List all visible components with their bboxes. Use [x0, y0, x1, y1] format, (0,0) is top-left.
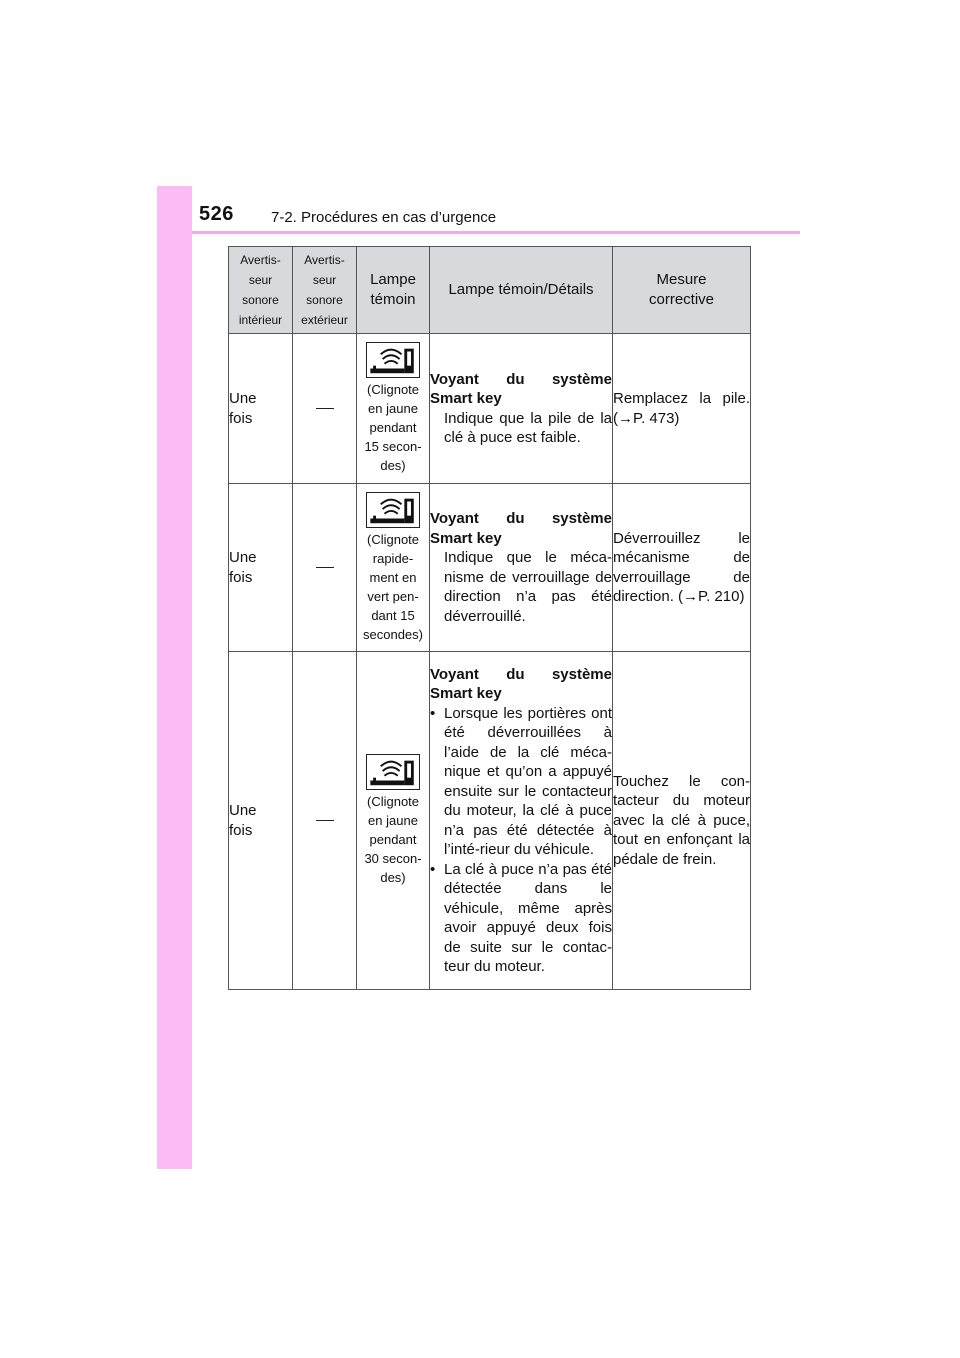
lamp-cell: [357, 652, 430, 990]
bullet-icon: •: [430, 704, 436, 722]
details-text: Indique que le méca-nisme de verrouillage de direction n’a pas été déverrouillé.: [444, 549, 612, 625]
interior-value-line2: fois: [229, 821, 253, 839]
exterior-buzzer-cell: [293, 652, 357, 990]
smart-key-warning-icon: [366, 754, 420, 790]
lamp-note-line: (Clignote: [366, 531, 420, 547]
lamp-note: [357, 380, 429, 475]
header-lamp-line2: témoin: [370, 291, 416, 308]
bullet-icon: •: [430, 860, 436, 878]
dash-icon: [316, 567, 334, 568]
header-exterior-line4: extérieur: [301, 313, 348, 327]
header-interior-buzzer: [229, 247, 293, 334]
lamp-note-line: dant 15: [371, 607, 415, 623]
action-cell: Touchez le con-tacteur du moteur avec la clé à puce, tout en enfonçant la pédale de frein.: [613, 652, 751, 990]
interior-value-line1: Une: [229, 549, 257, 566]
interior-value-line2: fois: [229, 568, 253, 586]
interior-buzzer-cell: [229, 334, 293, 484]
header-exterior-line3: sonore: [306, 293, 343, 307]
lamp-note-line: en jaune: [368, 813, 418, 828]
list-item: [430, 860, 612, 977]
lamp-note: [357, 792, 429, 887]
header-exterior-line1: Avertis-: [304, 253, 345, 267]
interior-buzzer-cell: [229, 484, 293, 652]
lamp-note-line: des): [380, 870, 406, 885]
dash-icon: [316, 408, 334, 409]
header-lamp-line1: Lampe: [370, 271, 416, 288]
table-row: [229, 652, 751, 990]
lamp-note-line: 15 secon-: [364, 439, 422, 454]
lamp-note-line: rapide-: [372, 550, 414, 566]
details-title-line2: Smart key: [430, 685, 502, 702]
list-item: [430, 704, 612, 860]
lamp-note: [357, 530, 429, 644]
lamp-note-line: (Clignote: [366, 794, 420, 809]
details-cell: [430, 484, 613, 652]
interior-value-line1: Une: [229, 390, 257, 407]
header-interior-line1: Avertis-: [240, 253, 281, 267]
lamp-cell: [357, 484, 430, 652]
details-title: Voyant du système: [430, 510, 612, 527]
exterior-buzzer-cell: [293, 334, 357, 484]
action-cell: Déverrouillez le mécanisme de verrouillage de direction. (→P. 210): [613, 484, 751, 652]
page-number: 526: [199, 203, 234, 225]
exterior-buzzer-cell: [293, 484, 357, 652]
chapter-side-band: [157, 186, 192, 1169]
smart-key-warning-icon: [366, 342, 420, 378]
dash-icon: [316, 820, 334, 821]
header-details: Lampe témoin/Détails: [430, 247, 613, 334]
header-exterior-buzzer: [293, 247, 357, 334]
details-cell: [430, 334, 613, 484]
bullet-text: La clé à puce n’a pas été détectée dans le véhicule, même après avoir appuyé deux fois de suite sur le contac-teur du moteur.: [444, 860, 612, 975]
lamp-cell: [357, 334, 430, 484]
details-bullet-list: [430, 704, 612, 977]
header-exterior-line2: seur: [312, 273, 337, 287]
details-cell: [430, 652, 613, 990]
lamp-note-line: vert pen-: [367, 588, 419, 604]
interior-value-line1: Une: [229, 802, 257, 819]
header-interior-line2: seur: [248, 273, 273, 287]
header-action-line2: corrective: [648, 291, 715, 308]
details-text: Indique que la pile de la clé à puce est faible.: [444, 409, 612, 446]
details-title-line2: Smart key: [430, 390, 502, 407]
lamp-note-line: des): [380, 458, 406, 473]
lamp-note-line: ment en: [369, 569, 417, 585]
lamp-note-line: secondes): [363, 626, 423, 642]
details-title: Voyant du système: [430, 370, 612, 388]
table-row: [229, 484, 751, 652]
table-row: [229, 334, 751, 484]
lamp-note-line: (Clignote: [366, 382, 420, 397]
header-action-line1: Mesure: [656, 271, 707, 288]
bullet-text: Lorsque les portières ont été déverrouillées à l’aide de la clé méca-nique et qu’on a appuyé ensuite sur le contacteur du moteur, la clé à puce n’a pas été détectée à l’inté-rieur du véhicule.: [444, 704, 612, 858]
lamp-note-line: pendant: [369, 420, 417, 435]
header-rule: [192, 231, 800, 234]
action-cell: Remplacez la pile. (→P. 473): [613, 334, 751, 484]
interior-value-line2: fois: [229, 409, 253, 427]
lamp-note-line: 30 secon-: [364, 851, 422, 866]
details-title-line2: Smart key: [430, 529, 502, 547]
lamp-note-line: en jaune: [368, 401, 418, 416]
header-action: [613, 247, 751, 334]
warning-buzzer-table: [228, 246, 751, 990]
header-interior-line3: sonore: [242, 293, 279, 307]
section-title: 7-2. Procédures en cas d’urgence: [271, 209, 497, 226]
details-title: Voyant du système: [430, 665, 612, 683]
smart-key-warning-icon: [366, 492, 420, 528]
lamp-note-line: pendant: [369, 832, 417, 847]
header-interior-line4: intérieur: [238, 313, 283, 327]
table-header-row: [229, 247, 751, 334]
header-lamp: [357, 247, 430, 334]
interior-buzzer-cell: [229, 652, 293, 990]
